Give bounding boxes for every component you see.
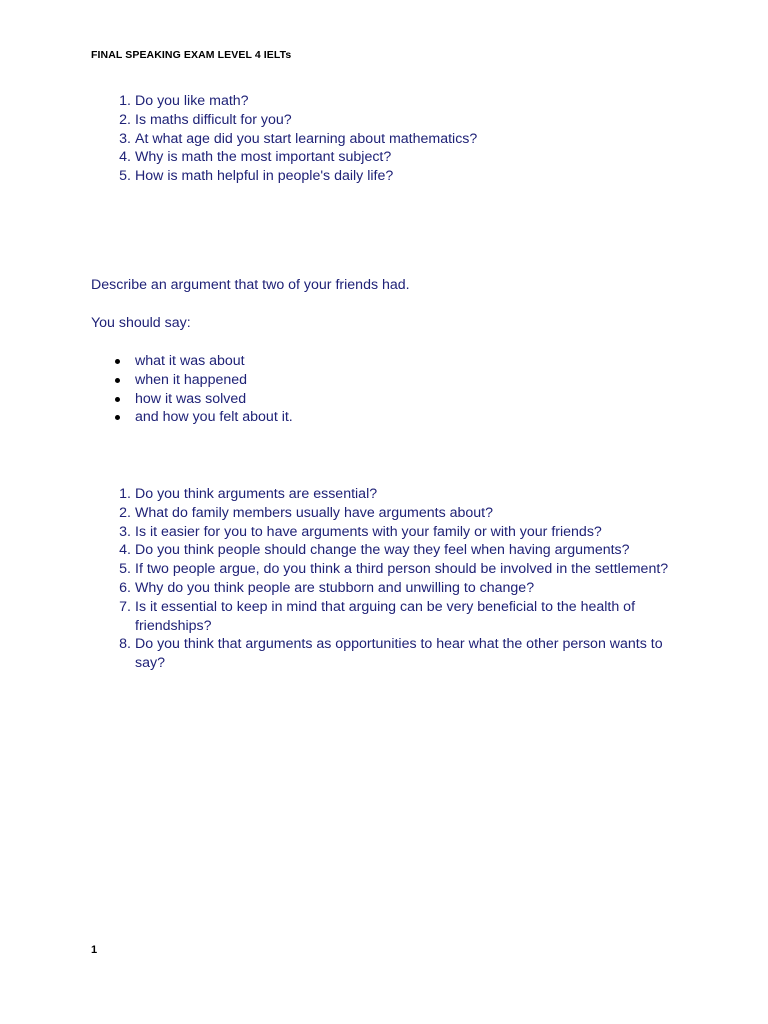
- page-number: 1: [91, 944, 98, 956]
- list-number: 3.: [119, 130, 131, 147]
- cue-card-prompt: Describe an argument that two of your friends had.: [91, 277, 410, 293]
- list-item: [91, 167, 675, 186]
- question-text: Is maths difficult for you?: [135, 111, 292, 128]
- bullet-icon: [115, 378, 120, 383]
- list-number: 5.: [119, 561, 131, 578]
- bullet-icon: [115, 397, 120, 402]
- list-item: [91, 579, 681, 598]
- list-number: 3.: [119, 523, 131, 540]
- bullet-icon: [115, 359, 120, 364]
- question-text: Do you think arguments are essential?: [135, 486, 378, 502]
- list-item: [91, 390, 293, 409]
- question-text: Why is math the most important subject?: [135, 149, 392, 166]
- list-item: [91, 111, 675, 130]
- list-number: 4.: [119, 542, 131, 559]
- list-number: 2.: [119, 504, 131, 521]
- question-text: How is math helpful in people's daily life?: [135, 168, 394, 185]
- list-item: [91, 148, 675, 167]
- list-number: 1.: [119, 93, 131, 109]
- list-item: [91, 635, 681, 673]
- list-item: [91, 504, 681, 523]
- question-text: Do you think people should change the way they feel when having arguments?: [135, 542, 630, 559]
- question-text: What do family members usually have arguments about?: [135, 504, 494, 521]
- part1-question-list: [91, 92, 675, 186]
- exam-title: FINAL SPEAKING EXAM LEVEL 4 IELTs: [91, 49, 292, 61]
- list-item: [91, 560, 681, 579]
- question-text: Is it easier for you to have arguments with your family or with your friends?: [135, 523, 602, 540]
- cue-text: and how you felt about it.: [135, 409, 293, 426]
- cue-card-bullet-list: [91, 352, 293, 427]
- list-item: [91, 92, 675, 111]
- bullet-icon: [115, 415, 120, 420]
- cue-text: what it was about: [135, 353, 245, 369]
- list-item: [91, 371, 293, 390]
- cue-text: how it was solved: [135, 390, 247, 407]
- question-text: Do you think that arguments as opportunities to hear what the other person wants to say?: [135, 636, 663, 672]
- list-item: [91, 408, 293, 427]
- list-number: 1.: [119, 486, 131, 502]
- list-number: 2.: [119, 111, 131, 128]
- list-item: [91, 352, 293, 371]
- list-item: [91, 485, 681, 504]
- question-text: Do you like math?: [135, 93, 249, 109]
- part3-question-list: [91, 485, 681, 673]
- cue-card-say-label: You should say:: [91, 315, 191, 331]
- list-number: 4.: [119, 149, 131, 166]
- list-number: 6.: [119, 579, 131, 596]
- question-text: Is it essential to keep in mind that arguing can be very beneficial to the health of friendships?: [135, 598, 636, 634]
- question-text: If two people argue, do you think a third person should be involved in the settlement?: [135, 561, 669, 578]
- cue-text: when it happened: [135, 371, 248, 388]
- list-number: 8.: [119, 636, 131, 653]
- list-item: [91, 130, 675, 149]
- list-item: [91, 541, 681, 560]
- list-number: 5.: [119, 168, 131, 185]
- list-item: [91, 598, 681, 636]
- question-text: Why do you think people are stubborn and unwilling to change?: [135, 579, 535, 596]
- list-item: [91, 523, 681, 542]
- list-number: 7.: [119, 598, 131, 615]
- question-text: At what age did you start learning about mathematics?: [135, 130, 478, 147]
